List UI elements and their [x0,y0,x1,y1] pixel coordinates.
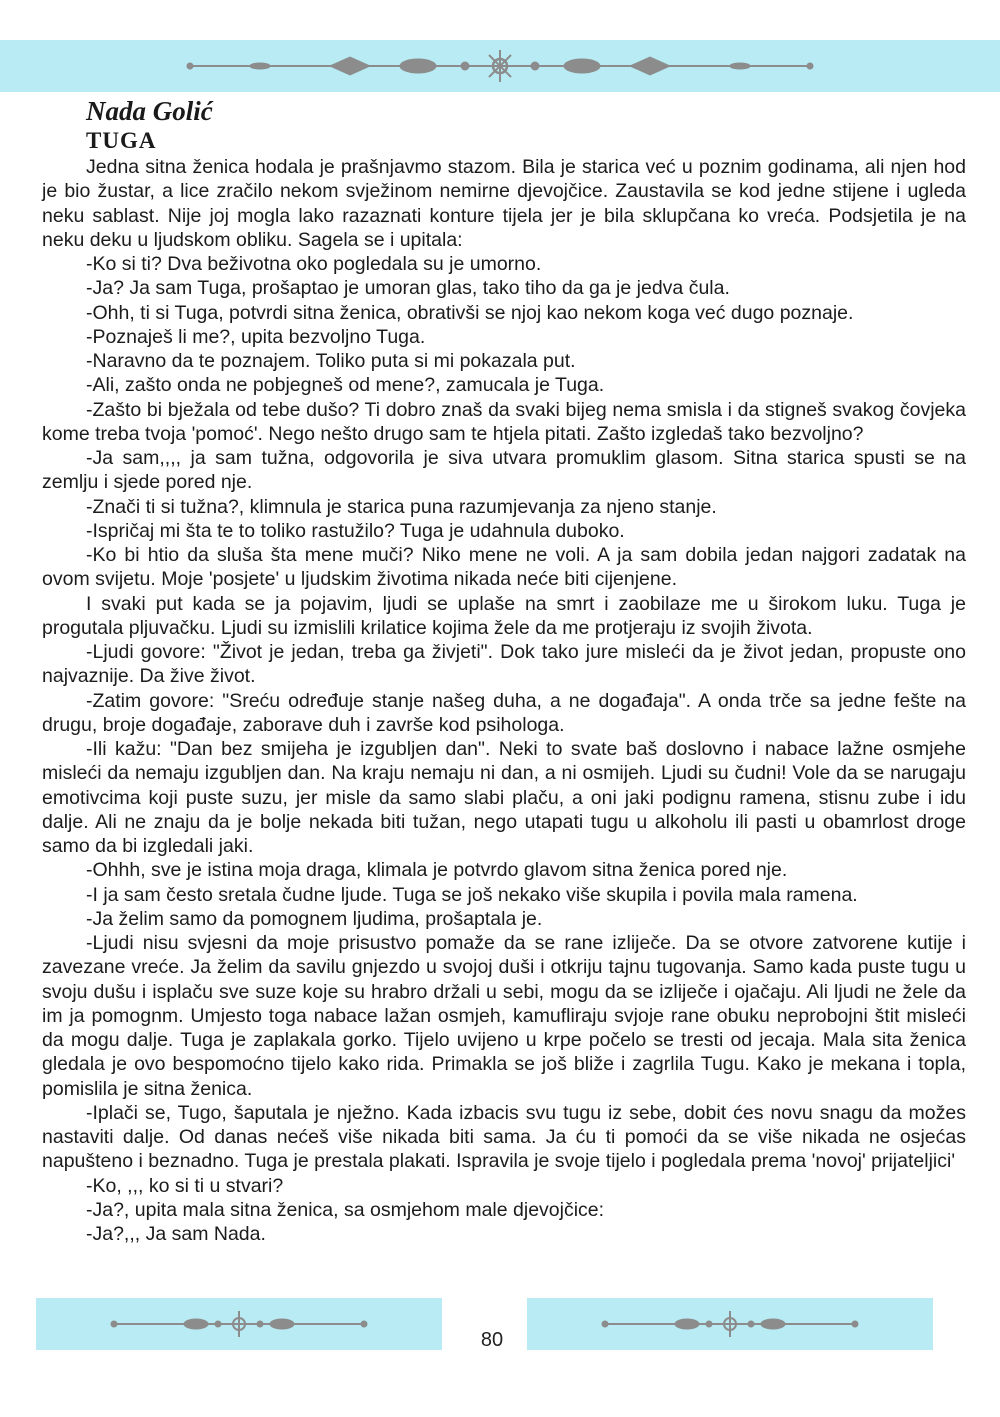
paragraph: -Ko bi htio da sluša šta mene muči? Niko mene ne voli. A ja sam dobila jedan najgori zadatak na ovom svijetu. Moje 'posjete' u ljudskim životima nikada neće biti cijenjene. [42,544,966,591]
paragraph: -Naravno da te poznajem. Toliko puta si mi pokazala put. [86,350,576,372]
paragraph: -Ko, ,,, ko si ti u stvari? [86,1174,284,1197]
paragraph: Jedna sitna ženica hodala je prašnjavmo stazom. Bila je starica već u poznim godinama, ali njen hod je bio žustar, a lice zračilo nekom svježinom nemirne djevojčice. Zaustavila se kod jedne stijene i ugleda neku sablast. Nije joj mogla lako razaznati konture tijela jer je bila sklupčana ko vreća. Podsjetila je na neku deku u ljudskom obliku. Sagela se i upitala: [42,156,966,251]
page-number: 80 [480,1329,504,1351]
paragraph: -Ja sam,,,, ja sam tužna, odgovorila je siva utvara promuklim glasom. Sitna starica spusti se na zemlju i sjede pored nje. [42,447,966,494]
paragraph: -Ja želim samo da pomognem ljudima, prošaptala je. [86,907,543,930]
story-title: TUGA [86,128,157,153]
paragraph: -Ispričaj mi šta te to toliko rastužilo? Tuga je udahnula duboko. [86,519,625,542]
story-text [42,155,966,1246]
bottom-right-ornament-icon [527,1298,933,1350]
paragraph: -Ohhh, sve je istina moja draga, klimala je potvrdo glavom sitna ženica pored nje. [86,859,788,882]
paragraph: I svaki put kada se ja pojavim, ljudi se uplaše na smrt i zaobilaze me u širokom luku. Tuga je progutala pljuvačku. Ljudi su izmislili krilatice kojima žele da me protjeraju iz svojih života. [42,592,966,639]
bottom-left-decorative-band [36,1298,442,1350]
paragraph: -Ko si ti? Dva beživotna oko pogledala su je umorno. [86,253,542,275]
top-decorative-band [0,40,1000,92]
paragraph: -Ali, zašto onda ne pobjegneš od mene?, zamucala je Tuga. [86,374,605,397]
paragraph: -Ja?, upita mala sitna ženica, sa osmjehom male djevojčice: [86,1198,605,1221]
bottom-right-decorative-band [527,1298,933,1350]
paragraph: -Ohh, ti si Tuga, potvrdi sitna ženica, obrativši se njoj kao nekom koga već dugo poznaje. [86,301,854,324]
paragraph: -Ljudi nisu svjesni da moje prisustvo pomaže da se rane izliječe. Da se otvore zatvorene kutije i zavezane vreće. Ja želim da savilu gnjezdo u svojoj duši i otkriju tajnu tugovanja. Samo kada puste tugu u svoju dušu i isplaču sve suze koje su hrabro držali u sebi, mogu da se izliječe i ojačaju. Ali ljudi ne žele da im ja pomognm. Umjesto toga nabace lažan osmjeh, kamufliraju svjoje rane obuku neprobojni štit misleći da mogu dalje. Tuga je zaplakala gorko. Tijelo uvijeno u krpe počelo se tresti od jecaja. Mala sita ženica gledala je ovo bespomoćno tijelo kako rida. Primakla se još bliže i zagrlila Tugu. Kako je mekana i topla, pomislila je sitna ženica. [42,932,966,1100]
paragraph: -Ja? Ja sam Tuga, prošaptao je umoran glas, tako tiho da ga je jedva čula. [86,277,730,300]
top-ornament-icon [0,40,1000,92]
paragraph: -Zašto bi bježala od tebe dušo? Ti dobro znaš da svaki bijeg nema smisla i da stigneš svakog čovjeka kome treba tvoja 'pomoć'. Nego nešto drugo sam te htjela pitati. Zašto izgledaš tako bezvoljno? [42,398,966,445]
paragraph: -Iplači se, Tugo, šaputala je nježno. Kada izbacis svu tugu iz sebe, dobit ćes novu snagu da možes nastaviti dalje. Od danas nećeš više nikada biti sama. Ja ću ti pomoći da se više nikada ne osjećas napušteno i beznadno. Tuga je prestala plakati. Ispravila je svoje tijelo i pogledala prema 'novoj' prijateljici' [42,1101,966,1173]
paragraph: -Ljudi govore: "Život je jedan, treba ga živjeti". Dok tako jure misleći da je život jedan, propuste ono najvaznije. Da žive život. [42,641,966,688]
paragraph: -Zatim govore: "Sreću određuje stanje našeg duha, a ne događaja". A onda trče sa jedne fešte na drugu, broje događaje, zaborave duh i završe kod psihologa. [42,689,966,736]
paragraph: -Ja?,,, Ja sam Nada. [86,1223,266,1245]
paragraph: -Ili kažu: "Dan bez smijeha je izgubljen dan". Neki to svate baš doslovno i nabace lažne osmjehe misleći da nemaju izgubljen dan. Na kraju nemaju ni dan, a ni osmijeh. Ljudi su čudni! Vole da se narugaju emotivcima koji puste suzu, jer misle da samo slabi plaču, a oni jaki podignu ramena, stisnu zube i idu dalje. Ali ne znaju da je bolje nekada biti tužan, nego utapati tugu u alkoholu ili pasti u obamrlost droge samo da bi izgledali jaki. [42,738,966,857]
paragraph: -Znači ti si tužna?, klimnula je starica puna razumjevanja za njeno stanje. [86,495,717,518]
paragraph: -I ja sam često sretala čudne ljude. Tuga se još nekako više skupila i povila mala ramena. [86,883,858,906]
bottom-left-ornament-icon [36,1298,442,1350]
paragraph: -Poznaješ li me?, upita bezvoljno Tuga. [86,325,426,348]
author-name: Nada Golić [86,96,213,126]
